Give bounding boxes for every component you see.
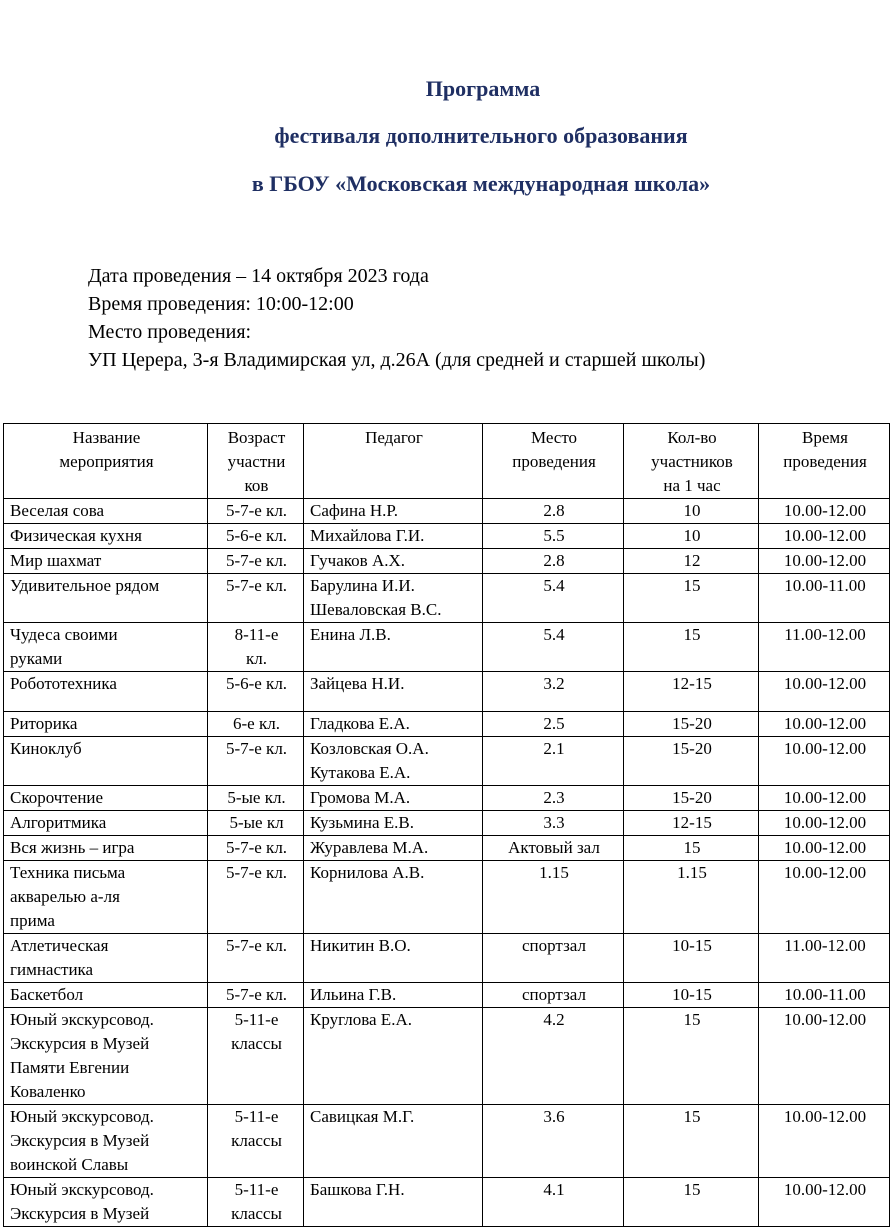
schedule-body <box>4 499 890 1227</box>
table-row <box>4 737 890 786</box>
cell-teacher: Енина Л.В. <box>304 623 483 672</box>
table-row <box>4 712 890 737</box>
cell-teacher: Козловская О.А. Кутакова Е.А. <box>304 737 483 786</box>
cell-teacher: Никитин В.О. <box>304 934 483 983</box>
cell-count: 12-15 <box>624 811 759 836</box>
table-header-row <box>4 424 890 499</box>
cell-teacher: Савицкая М.Г. <box>304 1105 483 1178</box>
cell-place: 3.6 <box>483 1105 624 1178</box>
table-row <box>4 983 890 1008</box>
cell-teacher: Круглова Е.А. <box>304 1008 483 1105</box>
cell-time: 10.00-12.00 <box>759 672 890 712</box>
cell-time: 10.00-11.00 <box>759 983 890 1008</box>
cell-age: 5-ые кл. <box>208 786 304 811</box>
cell-name: Мир шахмат <box>4 549 208 574</box>
table-row <box>4 574 890 623</box>
table-row <box>4 672 890 712</box>
schedule-table <box>3 423 890 1227</box>
cell-age: 5-11-е классы <box>208 1105 304 1178</box>
cell-age: 5-7-е кл. <box>208 549 304 574</box>
cell-time: 10.00-12.00 <box>759 549 890 574</box>
title-line-2: фестиваля дополнительного образования <box>274 123 688 148</box>
cell-age: 5-7-е кл. <box>208 574 304 623</box>
header-count: Кол-во участников на 1 час <box>624 424 759 499</box>
cell-count: 15 <box>624 1105 759 1178</box>
header-name: Название мероприятия <box>4 424 208 499</box>
table-row <box>4 786 890 811</box>
cell-place: 2.3 <box>483 786 624 811</box>
cell-age: 5-6-е кл. <box>208 524 304 549</box>
cell-time: 10.00-12.00 <box>759 836 890 861</box>
cell-name: Юный экскурсовод. Экскурсия в Музей воинской Славы <box>4 1105 208 1178</box>
event-place: УП Церера, 3-я Владимирская ул, д.26А (для средней и старшей школы) <box>88 349 706 371</box>
cell-place: 3.2 <box>483 672 624 712</box>
table-row <box>4 934 890 983</box>
cell-teacher: Гладкова Е.А. <box>304 712 483 737</box>
cell-place: 2.8 <box>483 549 624 574</box>
cell-age: 5-7-е кл. <box>208 836 304 861</box>
event-place-label: Место проведения: <box>88 321 252 343</box>
cell-place: 2.8 <box>483 499 624 524</box>
table-row <box>4 1008 890 1105</box>
cell-count: 15-20 <box>624 737 759 786</box>
cell-name: Риторика <box>4 712 208 737</box>
cell-count: 15 <box>624 574 759 623</box>
cell-teacher: Михайлова Г.И. <box>304 524 483 549</box>
cell-name: Юный экскурсовод. Экскурсия в Музей <box>4 1178 208 1227</box>
cell-age: 6-е кл. <box>208 712 304 737</box>
cell-age: 5-ые кл <box>208 811 304 836</box>
cell-count: 12 <box>624 549 759 574</box>
cell-count: 15-20 <box>624 786 759 811</box>
cell-place: 3.3 <box>483 811 624 836</box>
table-row <box>4 861 890 934</box>
cell-count: 10-15 <box>624 983 759 1008</box>
cell-age: 5-11-е классы <box>208 1008 304 1105</box>
table-row <box>4 549 890 574</box>
table-row <box>4 836 890 861</box>
cell-name: Скорочтение <box>4 786 208 811</box>
table-row <box>4 623 890 672</box>
cell-time: 10.00-12.00 <box>759 1178 890 1227</box>
cell-age: 5-7-е кл. <box>208 737 304 786</box>
cell-place: 4.2 <box>483 1008 624 1105</box>
cell-name: Физическая кухня <box>4 524 208 549</box>
cell-count: 15 <box>624 1178 759 1227</box>
cell-name: Вся жизнь – игра <box>4 836 208 861</box>
cell-time: 10.00-12.00 <box>759 786 890 811</box>
cell-place: 5.4 <box>483 623 624 672</box>
cell-place: Актовый зал <box>483 836 624 861</box>
cell-name: Баскетбол <box>4 983 208 1008</box>
cell-age: 5-7-е кл. <box>208 499 304 524</box>
cell-teacher: Башкова Г.Н. <box>304 1178 483 1227</box>
cell-place: 2.1 <box>483 737 624 786</box>
cell-time: 10.00-12.00 <box>759 1105 890 1178</box>
table-row <box>4 524 890 549</box>
cell-time: 10.00-12.00 <box>759 712 890 737</box>
cell-teacher: Журавлева М.А. <box>304 836 483 861</box>
cell-age: 5-7-е кл. <box>208 934 304 983</box>
cell-teacher: Кузьмина Е.В. <box>304 811 483 836</box>
cell-place: спортзал <box>483 934 624 983</box>
cell-place: 1.15 <box>483 861 624 934</box>
cell-age: 8-11-е кл. <box>208 623 304 672</box>
cell-name: Техника письма акварелью а-ля прима <box>4 861 208 934</box>
header-place: Место проведения <box>483 424 624 499</box>
header-time: Время проведения <box>759 424 890 499</box>
event-time: Время проведения: 10:00-12:00 <box>88 293 354 315</box>
cell-name: Веселая сова <box>4 499 208 524</box>
cell-count: 12-15 <box>624 672 759 712</box>
cell-time: 11.00-12.00 <box>759 623 890 672</box>
cell-count: 15-20 <box>624 712 759 737</box>
cell-place: спортзал <box>483 983 624 1008</box>
cell-time: 10.00-12.00 <box>759 811 890 836</box>
cell-count: 1.15 <box>624 861 759 934</box>
cell-teacher: Гучаков А.Х. <box>304 549 483 574</box>
cell-teacher: Барулина И.И. Шеваловская В.С. <box>304 574 483 623</box>
cell-time: 10.00-11.00 <box>759 574 890 623</box>
table-row <box>4 1178 890 1227</box>
header-teacher: Педагог <box>304 424 483 499</box>
cell-time: 10.00-12.00 <box>759 861 890 934</box>
cell-age: 5-11-е классы <box>208 1178 304 1227</box>
cell-name: Юный экскурсовод. Экскурсия в Музей Памяти Евгении Коваленко <box>4 1008 208 1105</box>
table-row <box>4 1105 890 1178</box>
cell-count: 15 <box>624 623 759 672</box>
cell-name: Удивительное рядом <box>4 574 208 623</box>
table-row <box>4 811 890 836</box>
cell-count: 15 <box>624 836 759 861</box>
cell-teacher: Ильина Г.В. <box>304 983 483 1008</box>
event-date: Дата проведения – 14 октября 2023 года <box>88 265 429 287</box>
cell-time: 10.00-12.00 <box>759 1008 890 1105</box>
cell-age: 5-7-е кл. <box>208 861 304 934</box>
cell-teacher: Зайцева Н.И. <box>304 672 483 712</box>
title-line-1: Программа <box>425 76 541 101</box>
cell-place: 5.5 <box>483 524 624 549</box>
cell-count: 10 <box>624 499 759 524</box>
cell-name: Робототехника <box>4 672 208 712</box>
header-age: Возраст участни ков <box>208 424 304 499</box>
event-info <box>88 262 705 374</box>
cell-time: 10.00-12.00 <box>759 737 890 786</box>
cell-place: 5.4 <box>483 574 624 623</box>
cell-time: 10.00-12.00 <box>759 524 890 549</box>
cell-name: Киноклуб <box>4 737 208 786</box>
cell-name: Чудеса своими руками <box>4 623 208 672</box>
cell-teacher: Громова М.А. <box>304 786 483 811</box>
table-row <box>4 499 890 524</box>
cell-name: Атлетическая гимнастика <box>4 934 208 983</box>
cell-place: 4.1 <box>483 1178 624 1227</box>
cell-count: 10 <box>624 524 759 549</box>
cell-name: Алгоритмика <box>4 811 208 836</box>
cell-teacher: Корнилова А.В. <box>304 861 483 934</box>
cell-teacher: Сафина Н.Р. <box>304 499 483 524</box>
cell-place: 2.5 <box>483 712 624 737</box>
cell-age: 5-7-е кл. <box>208 983 304 1008</box>
cell-count: 10-15 <box>624 934 759 983</box>
cell-time: 10.00-12.00 <box>759 499 890 524</box>
cell-count: 15 <box>624 1008 759 1105</box>
title-line-3: в ГБОУ «Московская международная школа» <box>251 171 711 196</box>
cell-age: 5-6-е кл. <box>208 672 304 712</box>
cell-time: 11.00-12.00 <box>759 934 890 983</box>
